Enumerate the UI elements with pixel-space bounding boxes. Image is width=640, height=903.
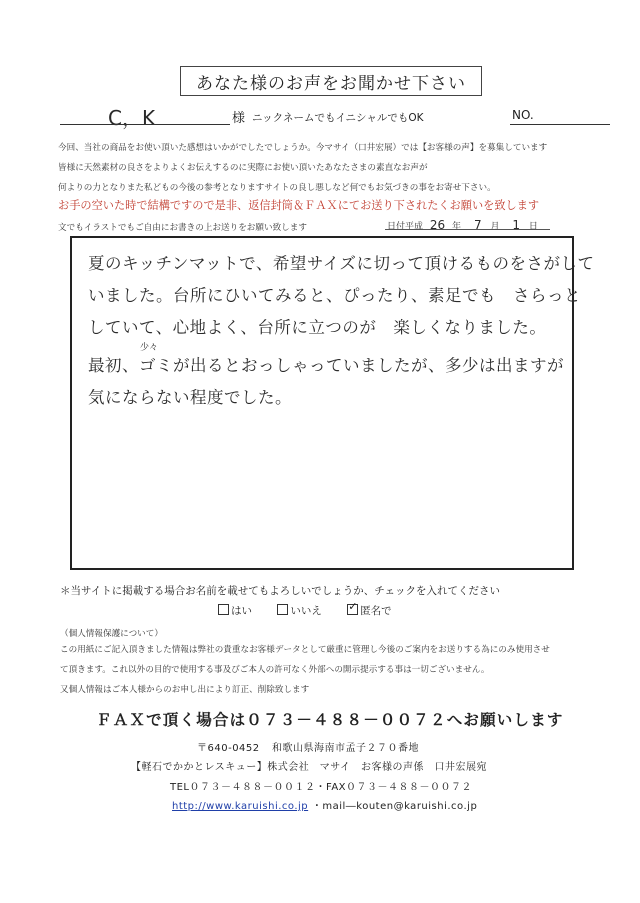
name-suffix: 様	[232, 111, 246, 126]
date-month-unit: 月	[490, 222, 500, 232]
website-link[interactable]: http://www.karuishi.co.jp	[172, 801, 309, 812]
intro-line-2: 皆様に天然素材の良さをよりよくお伝えするのに実際にお使い頂いたあなたさまの素直なお声が	[58, 163, 428, 173]
intro-line-3: 何よりの力となりまた私どもの今後の参考となりますサイトの良し悪しなど何でもお気づきの事をお寄せ下さい。	[58, 183, 496, 193]
form-title: あなた様のお声をお聞かせ下さい	[180, 66, 482, 96]
privacy-line-2: て頂きます。これ以外の目的で使用する事及びご本人の許可なく外部への開示提示する事は一切ございません。	[60, 665, 490, 675]
request-line: お手の空いた時で結構ですので是非、返信封筒＆ＦＡＸにてお送り下されたくお願いを致します	[58, 199, 540, 212]
message-line-1: 夏のキッチンマットで、希望サイズに切って頂けるものをさがして	[88, 254, 595, 273]
tel-fax: TEL０７３－４８８－００１２・FAX０７３－４８８－００７２	[170, 782, 473, 793]
option-no[interactable]: いいえ	[277, 605, 322, 617]
date-prefix: 日付平成	[387, 222, 424, 232]
fax-request: ＦＡＸで頂く場合は０７３－４８８－００７２へお願いします	[96, 711, 564, 729]
no-label: NO.	[512, 108, 534, 122]
free-note: 文でもイラストでもご自由にお書きの上お送りをお願い致します	[58, 223, 307, 233]
name-underline	[60, 124, 230, 125]
message-line-4: 最初、ゴミが出るとおっしゃっていましたが、多少は出ますが	[88, 356, 564, 375]
contact-line	[172, 797, 477, 812]
mail-address[interactable]: ・mail―kouten@karuishi.co.jp	[311, 801, 478, 812]
date-year: 26	[429, 218, 446, 232]
date-underline	[385, 229, 550, 230]
handwritten-name: C，K	[108, 106, 156, 130]
name-hint: ニックネームでもイニシャルでもOK	[252, 112, 424, 124]
privacy-heading: （個人情報保護について）	[60, 629, 163, 639]
date-month: 7	[473, 218, 482, 232]
message-ruby: 少々	[140, 343, 159, 353]
message-line-3: していて、心地よく、台所に立つのが 楽しくなりました。	[88, 318, 547, 337]
privacy-line-1: この用紙にご記入頂きました情報は弊社の貴重なお客様データとして厳重に管理し今後のご案内をお送りする為にのみ使用させ	[60, 645, 550, 655]
anonymous-checkbox[interactable]	[347, 604, 358, 615]
privacy-line-3: 又個人情報はご本人様からのお申し出により訂正、削除致します	[60, 685, 310, 695]
no-underline	[510, 124, 610, 125]
message-body	[88, 248, 595, 414]
date-year-unit: 年	[452, 222, 462, 232]
intro-line-1: 今回、当社の商品をお使い頂いた感想はいかがでしたでしょうか。今マサイ（口井宏展）では【お客様の声】を募集しています	[58, 143, 548, 153]
date-day-unit: 日	[528, 222, 538, 232]
address-city: 和歌山県海南市孟子２７０番地	[272, 743, 419, 754]
consent-question: ＊当サイトに掲載する場合お名前を載せてもよろしいでしょうか、チェックを入れてください	[60, 585, 500, 597]
postal-code: 〒640-0452	[197, 743, 260, 754]
option-yes[interactable]: はい	[218, 605, 252, 617]
consent-options	[218, 603, 392, 618]
option-anonymous[interactable]: ✓ 匿名で	[347, 605, 392, 617]
date-day: 1	[512, 218, 520, 232]
message-line-5: 気にならない程度でした。	[88, 388, 292, 407]
message-line-2: いました。台所にひいてみると、ぴったり、素足でも さらっと	[88, 286, 581, 305]
no-checkbox[interactable]	[277, 604, 288, 615]
shop-info: 【軽石でかかとレスキュー】株式会社 マサイ お客様の声係 口井宏展宛	[131, 762, 487, 773]
yes-checkbox[interactable]	[218, 604, 229, 615]
